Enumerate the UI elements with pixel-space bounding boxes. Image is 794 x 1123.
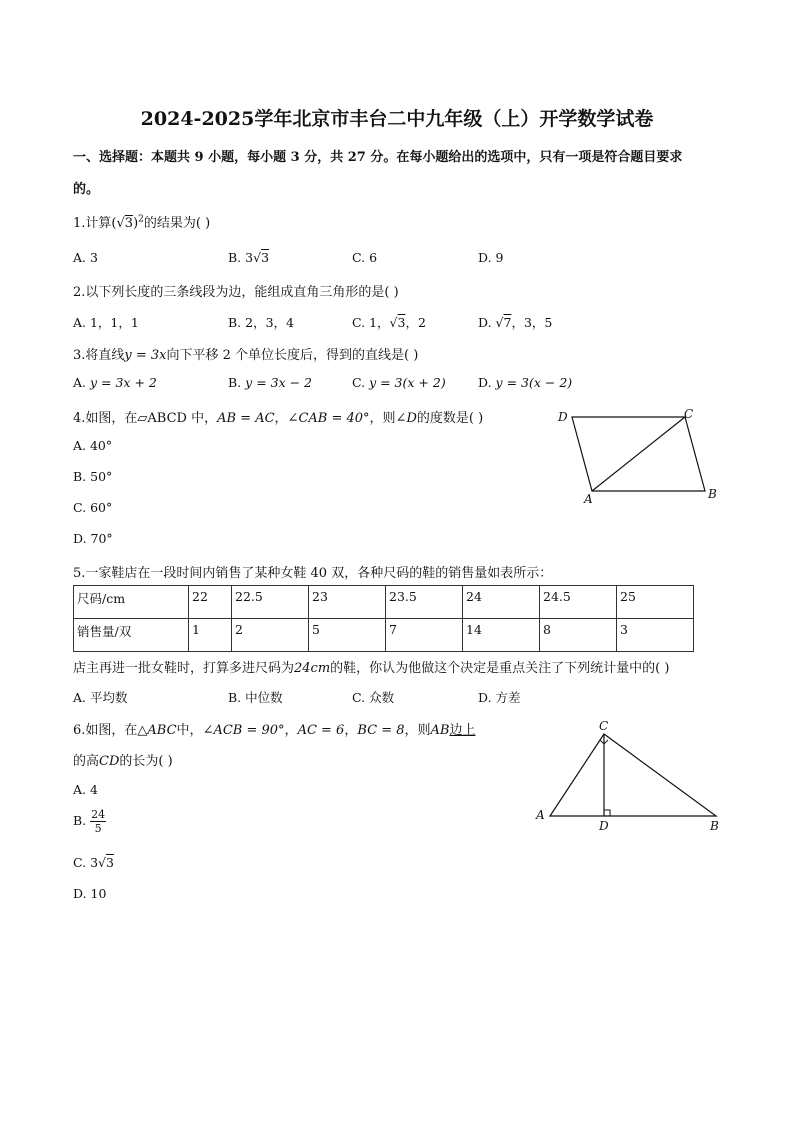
parallelogram-figure <box>550 405 730 510</box>
q6-option-d: D. 10 <box>73 886 107 901</box>
q5-option-a: A. 平均数 <box>73 690 128 705</box>
question-6-stem: 6.如图，在△ABC中，∠ACB = 90°，AC = 6，BC = 8，则AB边上 <box>73 723 476 738</box>
size-sales-table <box>73 585 694 652</box>
table-cell: 2 <box>232 619 309 652</box>
table-cell: 7 <box>386 619 463 652</box>
q2-option-a: A. 1，1，1 <box>73 315 139 330</box>
q4-option-d: D. 70° <box>73 531 113 546</box>
question-2-stem: 2.以下列长度的三条线段为边，能组成直角三角形的是( ) <box>73 285 399 300</box>
label-b: B <box>708 487 717 501</box>
question-4-stem: 4.如图，在▱ABCD 中，AB = AC，∠CAB = 40°，则∠D的度数是( ) <box>73 411 484 426</box>
label-c: C <box>684 407 694 421</box>
q1-option-c: C. 6 <box>352 250 378 265</box>
label-a: A <box>536 808 545 822</box>
question-3-stem: 3.将直线y = 3x向下平移 2 个单位长度后，得到的直线是( ) <box>73 348 419 363</box>
q5-option-d: D. 方差 <box>478 690 521 705</box>
q2-option-b: B. 2，3，4 <box>228 315 294 330</box>
table-cell: 23 <box>309 586 386 619</box>
q1-option-b: B. 3√3 <box>228 250 270 265</box>
q4-option-c: C. 60° <box>73 500 113 515</box>
table-cell: 23.5 <box>386 586 463 619</box>
q5-option-c: C. 众数 <box>352 690 395 705</box>
table-cell: 22 <box>189 586 232 619</box>
table-row <box>74 619 694 652</box>
table-cell: 24 <box>463 586 540 619</box>
table-cell: 14 <box>463 619 540 652</box>
right-triangle-figure <box>530 718 730 838</box>
question-1-stem: 1.计算$(√3)^2$的结果为( ) <box>73 214 211 231</box>
label-c: C <box>599 719 609 733</box>
sqrt-symbol: √3 <box>116 216 134 231</box>
q3-option-c: C. y = 3(x + 2) <box>352 375 446 390</box>
table-cell: 3 <box>617 619 694 652</box>
label-d: D <box>558 410 568 424</box>
q2-option-d: D. √7，3，5 <box>478 315 553 330</box>
table-cell: 25 <box>617 586 694 619</box>
q5-option-b: B. 中位数 <box>228 690 283 705</box>
q1-option-d: D. 9 <box>478 250 504 265</box>
q6-option-b: B. $\frac{24}{5}$ <box>73 808 106 835</box>
q6-option-a: A. 4 <box>73 782 98 797</box>
q4-option-a: A. 40° <box>73 438 113 453</box>
diagonal-ac <box>592 417 685 491</box>
question-5-follow: 店主再进一批女鞋时，打算多进尺码为24cm的鞋，你认为他做这个决定是重点关注了下列统计量中的( ) <box>73 661 670 676</box>
label-a: A <box>584 492 593 506</box>
label-b: B <box>710 819 719 833</box>
q6-option-c: C. 3√3 <box>73 855 114 870</box>
table-cell: 24.5 <box>540 586 617 619</box>
table-cell: 1 <box>189 619 232 652</box>
page-title: 2024-2025学年北京市丰台二中九年级（上）开学数学试卷 <box>140 108 654 130</box>
question-6-stem-cont: 的高CD的长为( ) <box>73 754 173 769</box>
question-5-stem: 5.一家鞋店在一段时间内销售了某种女鞋 40 双，各种尺码的鞋的销售量如表所示： <box>73 566 553 581</box>
q1-option-a: A. 3 <box>73 250 98 265</box>
section-heading-cont: 的。 <box>73 182 100 197</box>
table-cell: 销售量/双 <box>74 619 189 652</box>
q4-option-b: B. 50° <box>73 469 113 484</box>
table-row <box>74 586 694 619</box>
q3-option-b: B. y = 3x − 2 <box>228 375 313 390</box>
table-cell: 22.5 <box>232 586 309 619</box>
right-angle-mark-d <box>604 810 610 816</box>
table-cell: 8 <box>540 619 617 652</box>
table-cell: 5 <box>309 619 386 652</box>
table-cell: 尺码/cm <box>74 586 189 619</box>
q2-option-c: C. 1，√3，2 <box>352 315 426 330</box>
q3-option-a: A. y = 3x + 2 <box>73 375 157 390</box>
triangle-abc <box>550 734 716 816</box>
section-heading: 一、选择题：本题共 9 小题，每小题 3 分，共 27 分。在每小题给出的选项中，只有一项是符合题目要求 <box>73 150 683 165</box>
q3-option-d: D. y = 3(x − 2) <box>478 375 573 390</box>
label-d: D <box>599 819 609 833</box>
